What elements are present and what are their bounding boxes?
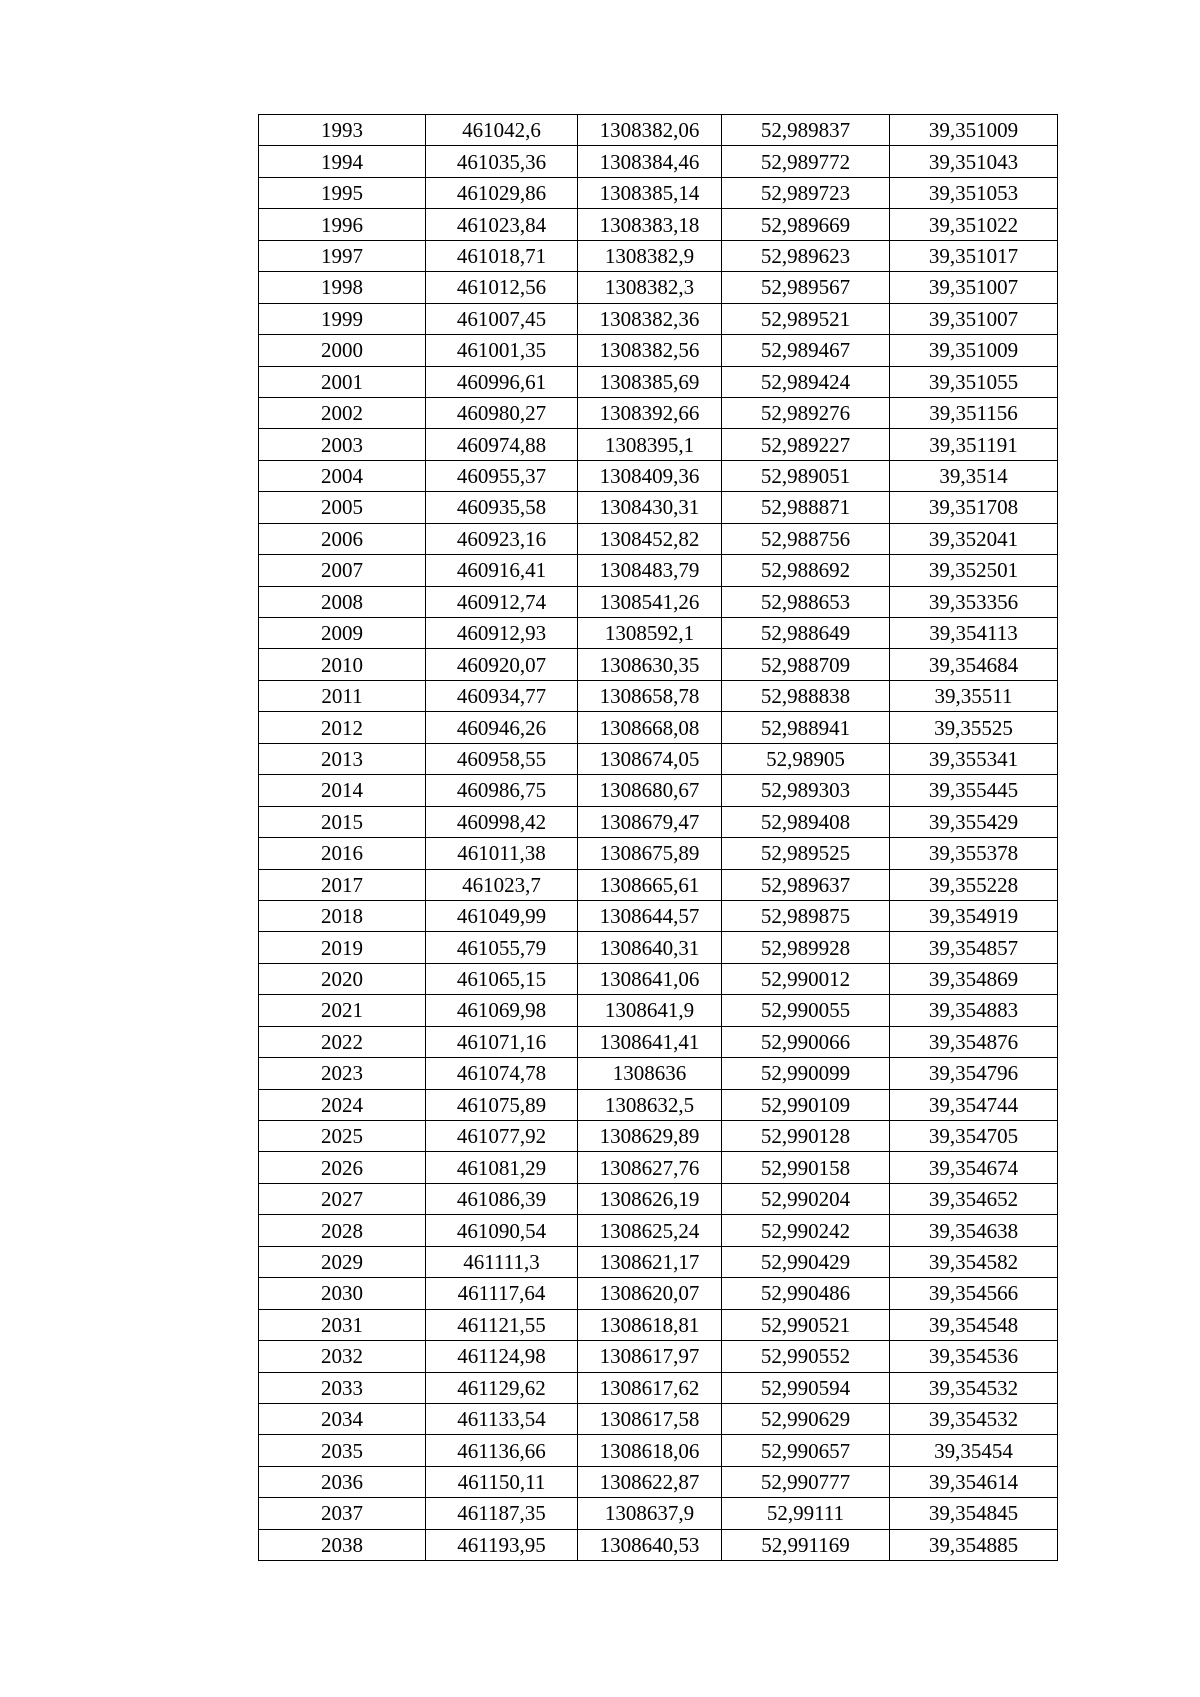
table-row (259, 303, 1058, 334)
longitude-cell: 39,354674 (890, 1152, 1058, 1183)
y-coordinate-cell: 1308618,81 (578, 1309, 722, 1340)
y-coordinate-cell: 1308641,06 (578, 963, 722, 994)
point-number-cell: 2029 (259, 1246, 426, 1277)
x-coordinate-cell: 461077,92 (426, 1121, 578, 1152)
table-row (259, 1372, 1058, 1403)
longitude-cell: 39,354614 (890, 1466, 1058, 1497)
latitude-cell: 52,989467 (722, 335, 890, 366)
point-number-cell: 2007 (259, 555, 426, 586)
longitude-cell: 39,354796 (890, 1058, 1058, 1089)
y-coordinate-cell: 1308452,82 (578, 523, 722, 554)
longitude-cell: 39,352041 (890, 523, 1058, 554)
y-coordinate-cell: 1308618,06 (578, 1435, 722, 1466)
x-coordinate-cell: 460935,58 (426, 492, 578, 523)
latitude-cell: 52,989637 (722, 869, 890, 900)
table-row (259, 995, 1058, 1026)
table-row (259, 1403, 1058, 1434)
x-coordinate-cell: 460920,07 (426, 649, 578, 680)
latitude-cell: 52,989723 (722, 177, 890, 208)
latitude-cell: 52,989525 (722, 838, 890, 869)
x-coordinate-cell: 460958,55 (426, 743, 578, 774)
latitude-cell: 52,989276 (722, 397, 890, 428)
y-coordinate-cell: 1308430,31 (578, 492, 722, 523)
y-coordinate-cell: 1308632,5 (578, 1089, 722, 1120)
table-row (259, 743, 1058, 774)
table-row (259, 1246, 1058, 1277)
point-number-cell: 2013 (259, 743, 426, 774)
x-coordinate-cell: 461012,56 (426, 272, 578, 303)
x-coordinate-cell: 461023,7 (426, 869, 578, 900)
table-row (259, 523, 1058, 554)
y-coordinate-cell: 1308592,1 (578, 618, 722, 649)
table-row (259, 838, 1058, 869)
y-coordinate-cell: 1308382,3 (578, 272, 722, 303)
table-row (259, 209, 1058, 240)
point-number-cell: 2019 (259, 932, 426, 963)
latitude-cell: 52,989567 (722, 272, 890, 303)
latitude-cell: 52,99111 (722, 1498, 890, 1529)
y-coordinate-cell: 1308658,78 (578, 680, 722, 711)
x-coordinate-cell: 461129,62 (426, 1372, 578, 1403)
latitude-cell: 52,988838 (722, 680, 890, 711)
x-coordinate-cell: 461055,79 (426, 932, 578, 963)
latitude-cell: 52,988653 (722, 586, 890, 617)
longitude-cell: 39,35525 (890, 712, 1058, 743)
longitude-cell: 39,352501 (890, 555, 1058, 586)
latitude-cell: 52,989772 (722, 146, 890, 177)
longitude-cell: 39,354113 (890, 618, 1058, 649)
y-coordinate-cell: 1308383,18 (578, 209, 722, 240)
longitude-cell: 39,353356 (890, 586, 1058, 617)
point-number-cell: 2037 (259, 1498, 426, 1529)
y-coordinate-cell: 1308617,58 (578, 1403, 722, 1434)
table-row (259, 115, 1058, 146)
x-coordinate-cell: 461069,98 (426, 995, 578, 1026)
point-number-cell: 2032 (259, 1341, 426, 1372)
latitude-cell: 52,988871 (722, 492, 890, 523)
table-row (259, 680, 1058, 711)
table-row (259, 963, 1058, 994)
x-coordinate-cell: 461124,98 (426, 1341, 578, 1372)
x-coordinate-cell: 461007,45 (426, 303, 578, 334)
longitude-cell: 39,354857 (890, 932, 1058, 963)
table-row (259, 775, 1058, 806)
x-coordinate-cell: 461071,16 (426, 1026, 578, 1057)
point-number-cell: 2016 (259, 838, 426, 869)
x-coordinate-cell: 461086,39 (426, 1183, 578, 1214)
point-number-cell: 1993 (259, 115, 426, 146)
latitude-cell: 52,990204 (722, 1183, 890, 1214)
table-row (259, 649, 1058, 680)
longitude-cell: 39,355429 (890, 806, 1058, 837)
x-coordinate-cell: 461018,71 (426, 240, 578, 271)
longitude-cell: 39,354869 (890, 963, 1058, 994)
x-coordinate-cell: 461121,55 (426, 1309, 578, 1340)
longitude-cell: 39,351022 (890, 209, 1058, 240)
table-row (259, 869, 1058, 900)
x-coordinate-cell: 461117,64 (426, 1278, 578, 1309)
latitude-cell: 52,989303 (722, 775, 890, 806)
coordinates-table-body (259, 115, 1058, 1561)
longitude-cell: 39,351708 (890, 492, 1058, 523)
point-number-cell: 2008 (259, 586, 426, 617)
x-coordinate-cell: 461049,99 (426, 900, 578, 931)
longitude-cell: 39,354582 (890, 1246, 1058, 1277)
point-number-cell: 2028 (259, 1215, 426, 1246)
x-coordinate-cell: 461001,35 (426, 335, 578, 366)
table-row (259, 900, 1058, 931)
point-number-cell: 2011 (259, 680, 426, 711)
table-row (259, 335, 1058, 366)
table-row (259, 177, 1058, 208)
latitude-cell: 52,988941 (722, 712, 890, 743)
y-coordinate-cell: 1308630,35 (578, 649, 722, 680)
table-row (259, 492, 1058, 523)
table-row (259, 240, 1058, 271)
longitude-cell: 39,35511 (890, 680, 1058, 711)
y-coordinate-cell: 1308382,36 (578, 303, 722, 334)
table-row (259, 1529, 1058, 1560)
latitude-cell: 52,991169 (722, 1529, 890, 1560)
x-coordinate-cell: 461090,54 (426, 1215, 578, 1246)
longitude-cell: 39,354532 (890, 1372, 1058, 1403)
longitude-cell: 39,351007 (890, 303, 1058, 334)
x-coordinate-cell: 460916,41 (426, 555, 578, 586)
y-coordinate-cell: 1308620,07 (578, 1278, 722, 1309)
latitude-cell: 52,988709 (722, 649, 890, 680)
longitude-cell: 39,354744 (890, 1089, 1058, 1120)
longitude-cell: 39,354845 (890, 1498, 1058, 1529)
point-number-cell: 1995 (259, 177, 426, 208)
longitude-cell: 39,3514 (890, 460, 1058, 491)
y-coordinate-cell: 1308640,53 (578, 1529, 722, 1560)
latitude-cell: 52,990109 (722, 1089, 890, 1120)
latitude-cell: 52,989227 (722, 429, 890, 460)
latitude-cell: 52,989408 (722, 806, 890, 837)
latitude-cell: 52,990552 (722, 1341, 890, 1372)
y-coordinate-cell: 1308625,24 (578, 1215, 722, 1246)
table-row (259, 712, 1058, 743)
point-number-cell: 2035 (259, 1435, 426, 1466)
x-coordinate-cell: 461035,36 (426, 146, 578, 177)
longitude-cell: 39,35454 (890, 1435, 1058, 1466)
latitude-cell: 52,990521 (722, 1309, 890, 1340)
y-coordinate-cell: 1308629,89 (578, 1121, 722, 1152)
point-number-cell: 2023 (259, 1058, 426, 1089)
point-number-cell: 2006 (259, 523, 426, 554)
y-coordinate-cell: 1308679,47 (578, 806, 722, 837)
y-coordinate-cell: 1308665,61 (578, 869, 722, 900)
table-row (259, 1183, 1058, 1214)
longitude-cell: 39,355445 (890, 775, 1058, 806)
table-row (259, 366, 1058, 397)
latitude-cell: 52,989669 (722, 209, 890, 240)
table-row (259, 272, 1058, 303)
point-number-cell: 2004 (259, 460, 426, 491)
longitude-cell: 39,351053 (890, 177, 1058, 208)
y-coordinate-cell: 1308382,06 (578, 115, 722, 146)
y-coordinate-cell: 1308395,1 (578, 429, 722, 460)
x-coordinate-cell: 461075,89 (426, 1089, 578, 1120)
longitude-cell: 39,354876 (890, 1026, 1058, 1057)
point-number-cell: 2012 (259, 712, 426, 743)
table-row (259, 460, 1058, 491)
x-coordinate-cell: 461065,15 (426, 963, 578, 994)
x-coordinate-cell: 461074,78 (426, 1058, 578, 1089)
latitude-cell: 52,989623 (722, 240, 890, 271)
table-row (259, 429, 1058, 460)
y-coordinate-cell: 1308541,26 (578, 586, 722, 617)
point-number-cell: 1998 (259, 272, 426, 303)
table-row (259, 806, 1058, 837)
y-coordinate-cell: 1308668,08 (578, 712, 722, 743)
y-coordinate-cell: 1308384,46 (578, 146, 722, 177)
point-number-cell: 2036 (259, 1466, 426, 1497)
point-number-cell: 2017 (259, 869, 426, 900)
point-number-cell: 2009 (259, 618, 426, 649)
latitude-cell: 52,989424 (722, 366, 890, 397)
latitude-cell: 52,990629 (722, 1403, 890, 1434)
longitude-cell: 39,355378 (890, 838, 1058, 869)
y-coordinate-cell: 1308636 (578, 1058, 722, 1089)
longitude-cell: 39,351191 (890, 429, 1058, 460)
table-row (259, 1278, 1058, 1309)
longitude-cell: 39,351055 (890, 366, 1058, 397)
point-number-cell: 2038 (259, 1529, 426, 1560)
y-coordinate-cell: 1308644,57 (578, 900, 722, 931)
y-coordinate-cell: 1308626,19 (578, 1183, 722, 1214)
point-number-cell: 1996 (259, 209, 426, 240)
point-number-cell: 2034 (259, 1403, 426, 1434)
x-coordinate-cell: 461042,6 (426, 115, 578, 146)
x-coordinate-cell: 460974,88 (426, 429, 578, 460)
y-coordinate-cell: 1308621,17 (578, 1246, 722, 1277)
longitude-cell: 39,354536 (890, 1341, 1058, 1372)
y-coordinate-cell: 1308617,62 (578, 1372, 722, 1403)
latitude-cell: 52,990594 (722, 1372, 890, 1403)
latitude-cell: 52,990158 (722, 1152, 890, 1183)
x-coordinate-cell: 461029,86 (426, 177, 578, 208)
longitude-cell: 39,354548 (890, 1309, 1058, 1340)
longitude-cell: 39,354885 (890, 1529, 1058, 1560)
latitude-cell: 52,988649 (722, 618, 890, 649)
longitude-cell: 39,351007 (890, 272, 1058, 303)
point-number-cell: 2025 (259, 1121, 426, 1152)
table-row (259, 586, 1058, 617)
table-row (259, 1498, 1058, 1529)
y-coordinate-cell: 1308617,97 (578, 1341, 722, 1372)
x-coordinate-cell: 461081,29 (426, 1152, 578, 1183)
point-number-cell: 2024 (259, 1089, 426, 1120)
point-number-cell: 1997 (259, 240, 426, 271)
x-coordinate-cell: 460946,26 (426, 712, 578, 743)
longitude-cell: 39,354566 (890, 1278, 1058, 1309)
y-coordinate-cell: 1308675,89 (578, 838, 722, 869)
longitude-cell: 39,351156 (890, 397, 1058, 428)
longitude-cell: 39,354684 (890, 649, 1058, 680)
x-coordinate-cell: 460986,75 (426, 775, 578, 806)
point-number-cell: 2030 (259, 1278, 426, 1309)
point-number-cell: 2020 (259, 963, 426, 994)
x-coordinate-cell: 461193,95 (426, 1529, 578, 1560)
x-coordinate-cell: 460996,61 (426, 366, 578, 397)
x-coordinate-cell: 460912,93 (426, 618, 578, 649)
y-coordinate-cell: 1308392,66 (578, 397, 722, 428)
longitude-cell: 39,354638 (890, 1215, 1058, 1246)
point-number-cell: 2018 (259, 900, 426, 931)
point-number-cell: 2002 (259, 397, 426, 428)
longitude-cell: 39,351017 (890, 240, 1058, 271)
table-row (259, 1026, 1058, 1057)
coordinates-table (258, 114, 1058, 1561)
longitude-cell: 39,354919 (890, 900, 1058, 931)
table-row (259, 555, 1058, 586)
point-number-cell: 2010 (259, 649, 426, 680)
y-coordinate-cell: 1308409,36 (578, 460, 722, 491)
table-row (259, 1435, 1058, 1466)
y-coordinate-cell: 1308385,14 (578, 177, 722, 208)
latitude-cell: 52,989875 (722, 900, 890, 931)
point-number-cell: 2014 (259, 775, 426, 806)
x-coordinate-cell: 460955,37 (426, 460, 578, 491)
x-coordinate-cell: 461133,54 (426, 1403, 578, 1434)
longitude-cell: 39,355228 (890, 869, 1058, 900)
longitude-cell: 39,351009 (890, 335, 1058, 366)
table-row (259, 618, 1058, 649)
longitude-cell: 39,354532 (890, 1403, 1058, 1434)
point-number-cell: 2000 (259, 335, 426, 366)
y-coordinate-cell: 1308382,56 (578, 335, 722, 366)
point-number-cell: 2027 (259, 1183, 426, 1214)
point-number-cell: 2005 (259, 492, 426, 523)
latitude-cell: 52,990066 (722, 1026, 890, 1057)
point-number-cell: 1999 (259, 303, 426, 334)
latitude-cell: 52,990128 (722, 1121, 890, 1152)
y-coordinate-cell: 1308637,9 (578, 1498, 722, 1529)
latitude-cell: 52,988692 (722, 555, 890, 586)
x-coordinate-cell: 461011,38 (426, 838, 578, 869)
longitude-cell: 39,351009 (890, 115, 1058, 146)
x-coordinate-cell: 461023,84 (426, 209, 578, 240)
table-row (259, 1309, 1058, 1340)
y-coordinate-cell: 1308382,9 (578, 240, 722, 271)
latitude-cell: 52,990012 (722, 963, 890, 994)
longitude-cell: 39,354652 (890, 1183, 1058, 1214)
x-coordinate-cell: 460934,77 (426, 680, 578, 711)
point-number-cell: 2033 (259, 1372, 426, 1403)
y-coordinate-cell: 1308641,41 (578, 1026, 722, 1057)
point-number-cell: 2001 (259, 366, 426, 397)
point-number-cell: 2022 (259, 1026, 426, 1057)
y-coordinate-cell: 1308674,05 (578, 743, 722, 774)
x-coordinate-cell: 460923,16 (426, 523, 578, 554)
x-coordinate-cell: 461111,3 (426, 1246, 578, 1277)
y-coordinate-cell: 1308680,67 (578, 775, 722, 806)
latitude-cell: 52,989051 (722, 460, 890, 491)
table-row (259, 1466, 1058, 1497)
table-row (259, 1089, 1058, 1120)
x-coordinate-cell: 461136,66 (426, 1435, 578, 1466)
latitude-cell: 52,990429 (722, 1246, 890, 1277)
latitude-cell: 52,990777 (722, 1466, 890, 1497)
latitude-cell: 52,990242 (722, 1215, 890, 1246)
latitude-cell: 52,990099 (722, 1058, 890, 1089)
longitude-cell: 39,354705 (890, 1121, 1058, 1152)
point-number-cell: 2026 (259, 1152, 426, 1183)
x-coordinate-cell: 460980,27 (426, 397, 578, 428)
longitude-cell: 39,355341 (890, 743, 1058, 774)
y-coordinate-cell: 1308385,69 (578, 366, 722, 397)
table-row (259, 1152, 1058, 1183)
table-row (259, 397, 1058, 428)
latitude-cell: 52,988756 (722, 523, 890, 554)
y-coordinate-cell: 1308483,79 (578, 555, 722, 586)
x-coordinate-cell: 461187,35 (426, 1498, 578, 1529)
latitude-cell: 52,989928 (722, 932, 890, 963)
table-row (259, 1121, 1058, 1152)
x-coordinate-cell: 460998,42 (426, 806, 578, 837)
latitude-cell: 52,990657 (722, 1435, 890, 1466)
x-coordinate-cell: 460912,74 (426, 586, 578, 617)
y-coordinate-cell: 1308627,76 (578, 1152, 722, 1183)
longitude-cell: 39,354883 (890, 995, 1058, 1026)
point-number-cell: 1994 (259, 146, 426, 177)
point-number-cell: 2031 (259, 1309, 426, 1340)
latitude-cell: 52,98905 (722, 743, 890, 774)
longitude-cell: 39,351043 (890, 146, 1058, 177)
table-row (259, 146, 1058, 177)
table-row (259, 1341, 1058, 1372)
y-coordinate-cell: 1308622,87 (578, 1466, 722, 1497)
point-number-cell: 2003 (259, 429, 426, 460)
y-coordinate-cell: 1308641,9 (578, 995, 722, 1026)
latitude-cell: 52,990486 (722, 1278, 890, 1309)
x-coordinate-cell: 461150,11 (426, 1466, 578, 1497)
latitude-cell: 52,990055 (722, 995, 890, 1026)
table-row (259, 1058, 1058, 1089)
y-coordinate-cell: 1308640,31 (578, 932, 722, 963)
point-number-cell: 2015 (259, 806, 426, 837)
latitude-cell: 52,989521 (722, 303, 890, 334)
table-row (259, 1215, 1058, 1246)
point-number-cell: 2021 (259, 995, 426, 1026)
latitude-cell: 52,989837 (722, 115, 890, 146)
table-row (259, 932, 1058, 963)
